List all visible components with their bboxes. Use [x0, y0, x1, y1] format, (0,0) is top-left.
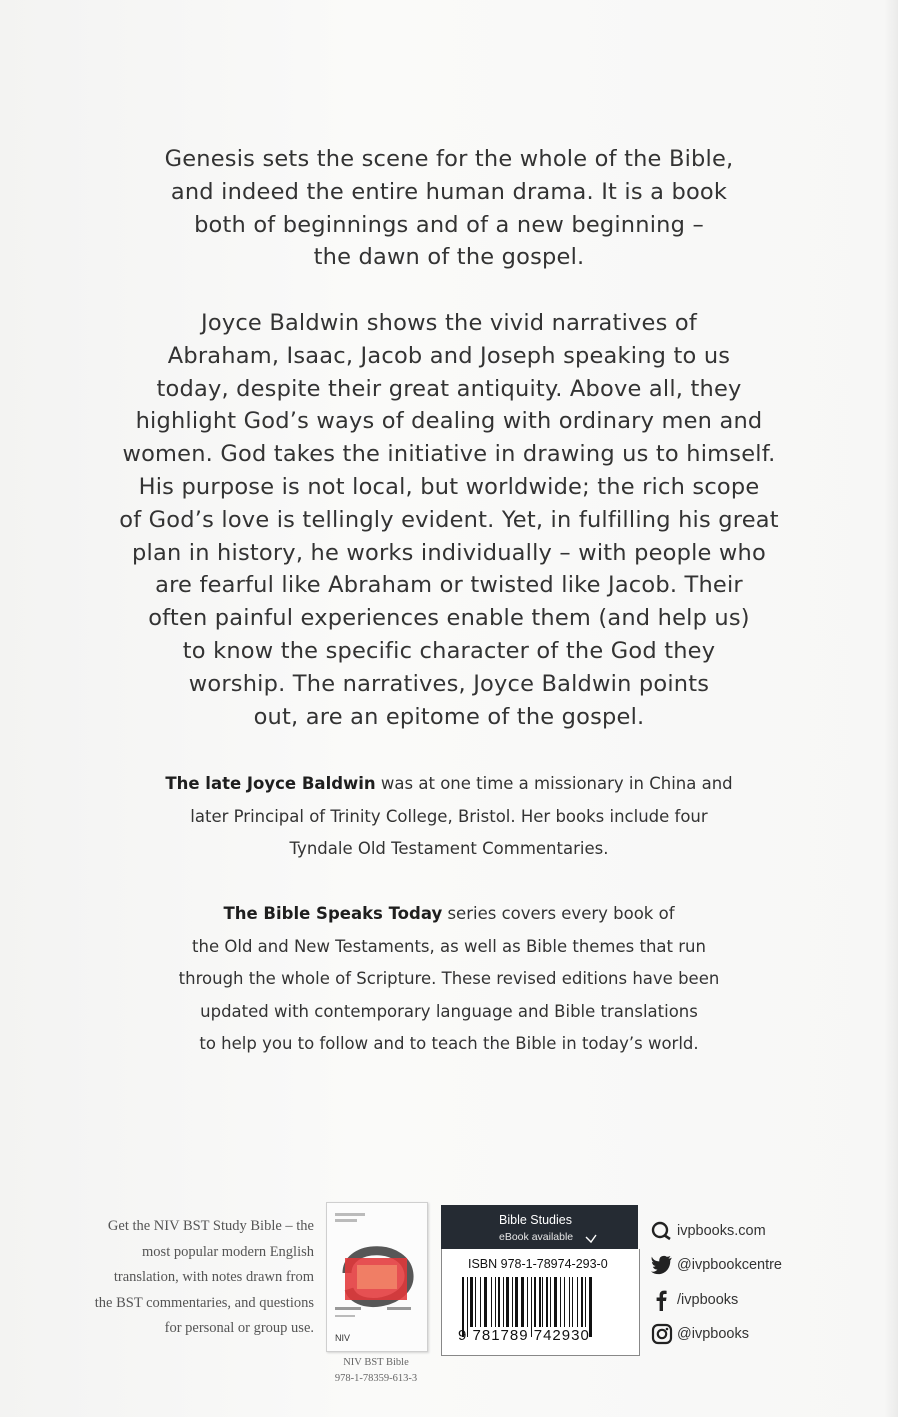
facebook-link[interactable]	[651, 1289, 881, 1311]
website-text: ivpbooks.com	[677, 1223, 766, 1239]
ebook-subtitle: eBook available	[499, 1231, 574, 1243]
barcode-bar	[577, 1277, 578, 1327]
barcode-bar	[495, 1277, 496, 1327]
series-info	[100, 898, 798, 1061]
barcode-bar	[484, 1277, 487, 1327]
summary-line: out, are an epitome of the gospel.	[253, 703, 645, 730]
barcode-bar	[521, 1277, 524, 1327]
barcode-bar	[527, 1277, 528, 1327]
summary-line: today, despite their great antiquity. Above all, they	[156, 375, 742, 402]
promo-line: translation, with notes drawn from	[113, 1269, 314, 1285]
promo-line: Get the NIV BST Study Bible – the	[107, 1218, 314, 1234]
search-icon	[651, 1221, 673, 1241]
ebook-title: Bible Studies	[499, 1213, 572, 1227]
instagram-handle: @ivpbooks	[677, 1326, 749, 1342]
twitter-link[interactable]	[651, 1255, 881, 1275]
barcode-bar	[564, 1277, 565, 1327]
ebook-banner	[441, 1205, 638, 1249]
summary-line: Joyce Baldwin shows the vivid narratives of	[201, 310, 697, 336]
barcode-bar	[569, 1277, 570, 1327]
summary-line: to know the specific character of the God they	[182, 637, 716, 664]
series-line: to help you to follow and to teach the Bible in today’s world.	[199, 1034, 699, 1054]
summary-line: are fearful like Abraham or twisted like Jacob. Their	[155, 572, 743, 599]
series-line: updated with contemporary language and Bible translations	[200, 1001, 698, 1021]
summary-line: Abraham, Isaac, Jacob and Joseph speaking to us	[167, 342, 731, 369]
series-text: series covers every book of	[442, 904, 675, 923]
series-line: the Old and New Testaments, as well as Bible themes that run	[192, 936, 706, 956]
study-bible-promo	[20, 1214, 314, 1342]
facebook-handle: /ivpbooks	[677, 1292, 739, 1308]
summary-paragraph	[60, 307, 838, 733]
intro-line: both of beginnings and of a new beginning –	[194, 211, 704, 238]
summary-line: often painful experiences enable them (and help us)	[148, 605, 750, 632]
intro-line: and indeed the entire human drama. It is a book	[170, 178, 728, 205]
intro-line: Genesis sets the scene for the whole of the Bible,	[164, 146, 734, 172]
barcode-bar	[539, 1277, 541, 1327]
barcode-digits: 9 781789 742930	[458, 1327, 590, 1344]
isbn-label: ISBN 978-1-78974-293-0	[468, 1257, 608, 1271]
barcode-bar	[491, 1277, 492, 1327]
barcode-bar	[550, 1277, 551, 1327]
twitter-icon	[651, 1255, 673, 1275]
twitter-handle: @ivpbookcentre	[677, 1257, 782, 1273]
series-name: The Bible Speaks Today	[223, 904, 443, 923]
barcode-bar	[515, 1277, 518, 1327]
promo-line: the BST commentaries, and questions	[94, 1294, 314, 1311]
spine-shadow	[884, 0, 898, 1417]
barcode-bar	[475, 1277, 476, 1327]
summary-line: worship. The narratives, Joyce Baldwin points	[188, 670, 710, 697]
study-bible-cover-art	[327, 1203, 427, 1351]
website-link[interactable]	[651, 1221, 881, 1241]
promo-line: most popular modern English	[142, 1243, 314, 1260]
isbn-barcode-panel	[441, 1249, 640, 1356]
author-bio-line: Tyndale Old Testament Commentaries.	[289, 839, 609, 859]
author-bio-line	[100, 768, 798, 801]
barcode-bar	[480, 1277, 481, 1327]
series-line: through the whole of Scripture. These revised editions have been	[178, 969, 720, 989]
intro-paragraph	[60, 143, 838, 274]
author-bio	[100, 768, 798, 866]
barcode-bar	[498, 1277, 500, 1327]
summary-line: highlight God’s ways of dealing with ordinary men and	[135, 408, 763, 435]
barcode-bar	[554, 1277, 557, 1327]
study-bible-cover-image	[326, 1202, 428, 1352]
instagram-link[interactable]	[651, 1323, 881, 1345]
barcode-bar	[470, 1277, 473, 1327]
barcode-bar	[542, 1277, 543, 1327]
promo-line: for personal or group use.	[164, 1320, 314, 1336]
barcode-bar	[581, 1277, 583, 1327]
summary-line: women. God takes the initiative in drawing us to himself.	[122, 441, 776, 468]
instagram-icon	[651, 1323, 673, 1345]
author-bio-text: was at one time a missionary in China and	[375, 774, 733, 793]
barcode-bar	[585, 1277, 586, 1327]
intro-line: the dawn of the gospel.	[313, 244, 585, 271]
barcode-bar	[560, 1277, 561, 1327]
study-bible-cover-label: NIV	[335, 1333, 351, 1343]
author-bio-line: later Principal of Trinity College, Bristol. Her books include four	[190, 806, 708, 826]
barcode-bar	[503, 1277, 504, 1327]
barcode-bar	[572, 1277, 573, 1327]
summary-line: His purpose is not local, but worldwide; the rich scope	[138, 473, 760, 500]
author-name: The late Joyce Baldwin	[165, 774, 376, 793]
study-bible-isbn: 978-1-78359-613-3	[334, 1373, 418, 1384]
study-bible-title: NIV BST Bible	[343, 1357, 409, 1368]
summary-line: of God’s love is tellingly evident. Yet, in fulfilling his great	[119, 506, 779, 533]
barcode-bar	[512, 1277, 513, 1327]
series-line	[100, 898, 798, 931]
barcode-bar	[546, 1277, 548, 1327]
facebook-icon	[651, 1289, 673, 1311]
summary-line: plan in history, he works individually – with people who	[132, 539, 766, 566]
barcode-bar	[506, 1277, 509, 1327]
barcode-bar	[534, 1277, 536, 1327]
arrow-icon	[585, 1234, 597, 1244]
